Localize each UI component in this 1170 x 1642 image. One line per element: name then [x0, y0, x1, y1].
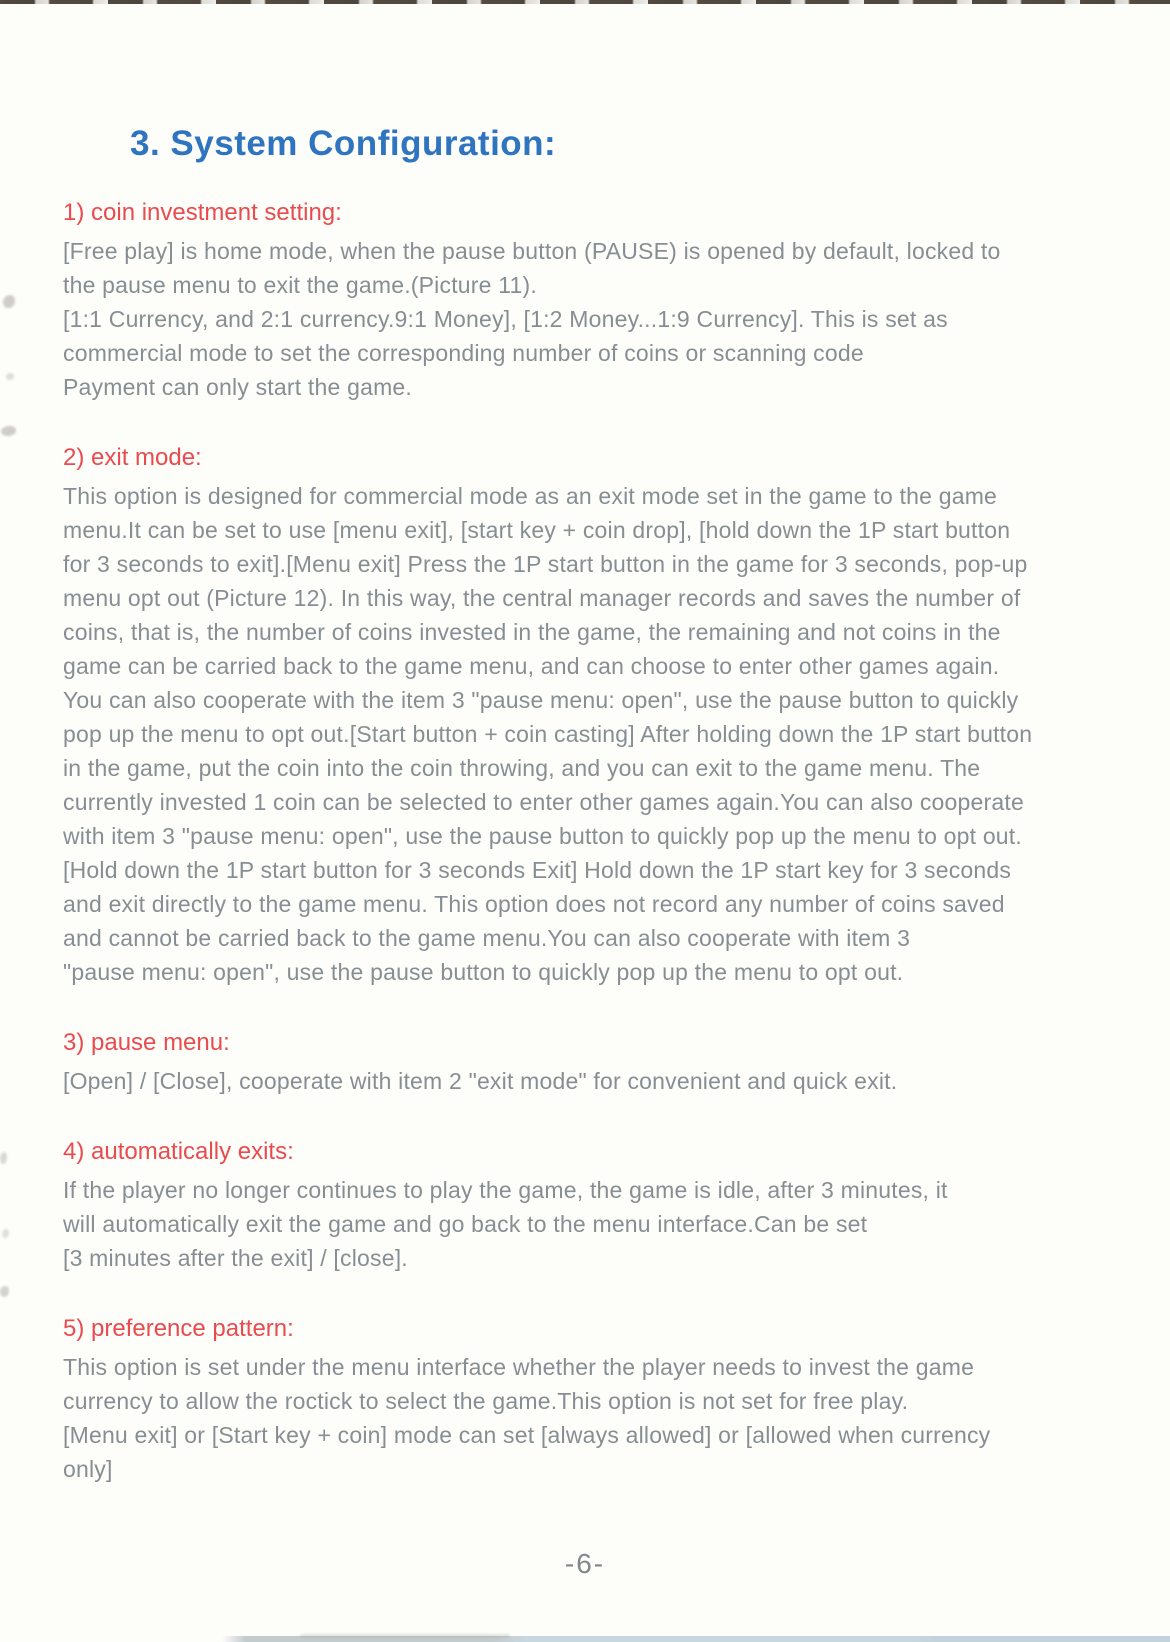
section-heading: 3) pause menu:	[63, 1029, 230, 1056]
section-heading: 5) preference pattern:	[63, 1315, 294, 1342]
section-exit-mode	[63, 441, 1100, 989]
text-line: commercial mode to set the corresponding number of coins or scanning code	[63, 340, 864, 366]
page-number: -6-	[564, 1548, 606, 1579]
scan-edge-bottom-artifact	[0, 1636, 1170, 1642]
scan-edge-top-artifact	[0, 0, 1170, 4]
section-coin-investment-setting	[63, 196, 1100, 404]
text-line: This option is set under the menu interface whether the player needs to invest the game	[63, 1354, 975, 1380]
text-line: currently invested 1 coin can be selected to enter other games again.You can also cooperate	[63, 789, 1024, 815]
text-line: [3 minutes after the exit] / [close].	[63, 1245, 408, 1271]
text-line: [1:1 Currency, and 2:1 currency.9:1 Money], [1:2 Money...1:9 Currency]. This is set as	[63, 306, 948, 332]
section-automatically-exits	[63, 1135, 1100, 1275]
section-body	[63, 234, 1100, 404]
page-title: 3. System Configuration:	[130, 124, 557, 163]
text-line: [Hold down the 1P start button for 3 seconds Exit] Hold down the 1P start key for 3 seconds	[63, 857, 1012, 883]
section-preference-pattern	[63, 1312, 1100, 1486]
text-line: and cannot be carried back to the game menu.You can also cooperate with item 3	[63, 925, 911, 951]
section-heading: 4) automatically exits:	[63, 1138, 294, 1165]
text-line: in the game, put the coin into the coin throwing, and you can exit to the game menu. The	[63, 755, 981, 781]
text-line: the pause menu to exit the game.(Picture 11).	[63, 272, 537, 298]
section-heading: 2) exit mode:	[63, 444, 202, 471]
section-pause-menu	[63, 1026, 1100, 1098]
text-line: [Menu exit] or [Start key + coin] mode can set [always allowed] or [allowed when currency	[63, 1422, 991, 1448]
section-heading: 1) coin investment setting:	[63, 199, 342, 226]
text-line: will automatically exit the game and go back to the menu interface.Can be set	[63, 1211, 868, 1237]
text-line: Payment can only start the game.	[63, 374, 413, 400]
text-line: This option is designed for commercial mode as an exit mode set in the game to the game	[63, 483, 998, 509]
text-line: with item 3 "pause menu: open", use the pause button to quickly pop up the menu to opt out.	[63, 823, 1022, 849]
section-body	[63, 479, 1100, 989]
text-line: currency to allow the roctick to select the game.This option is not set for free play.	[63, 1388, 909, 1414]
section-body	[63, 1350, 1100, 1486]
text-line: [Open] / [Close], cooperate with item 2 "exit mode" for convenient and quick exit.	[63, 1068, 898, 1094]
text-line: If the player no longer continues to play the game, the game is idle, after 3 minutes, it	[63, 1177, 948, 1203]
text-line: menu opt out (Picture 12). In this way, the central manager records and saves the number of	[63, 585, 1021, 611]
text-line: menu.It can be set to use [menu exit], [start key + coin drop], [hold down the 1P start button	[63, 517, 1011, 543]
section-body	[63, 1173, 1100, 1275]
section-body	[63, 1064, 1100, 1098]
text-line: game can be carried back to the game menu, and can choose to enter other games again.	[63, 653, 1000, 679]
text-line: only]	[63, 1456, 113, 1482]
text-line: You can also cooperate with the item 3 "pause menu: open", use the pause button to quickly	[63, 687, 1019, 713]
text-line: and exit directly to the game menu. This option does not record any number of coins saved	[63, 891, 1005, 917]
text-line: "pause menu: open", use the pause button to quickly pop up the menu to opt out.	[63, 959, 904, 985]
text-line: pop up the menu to opt out.[Start button + coin casting] After holding down the 1P start button	[63, 721, 1033, 747]
text-line: [Free play] is home mode, when the pause button (PAUSE) is opened by default, locked to	[63, 238, 1001, 264]
text-line: coins, that is, the number of coins invested in the game, the remaining and not coins in the	[63, 619, 1001, 645]
text-line: for 3 seconds to exit].[Menu exit] Press the 1P start button in the game for 3 seconds, pop-up	[63, 551, 1028, 577]
